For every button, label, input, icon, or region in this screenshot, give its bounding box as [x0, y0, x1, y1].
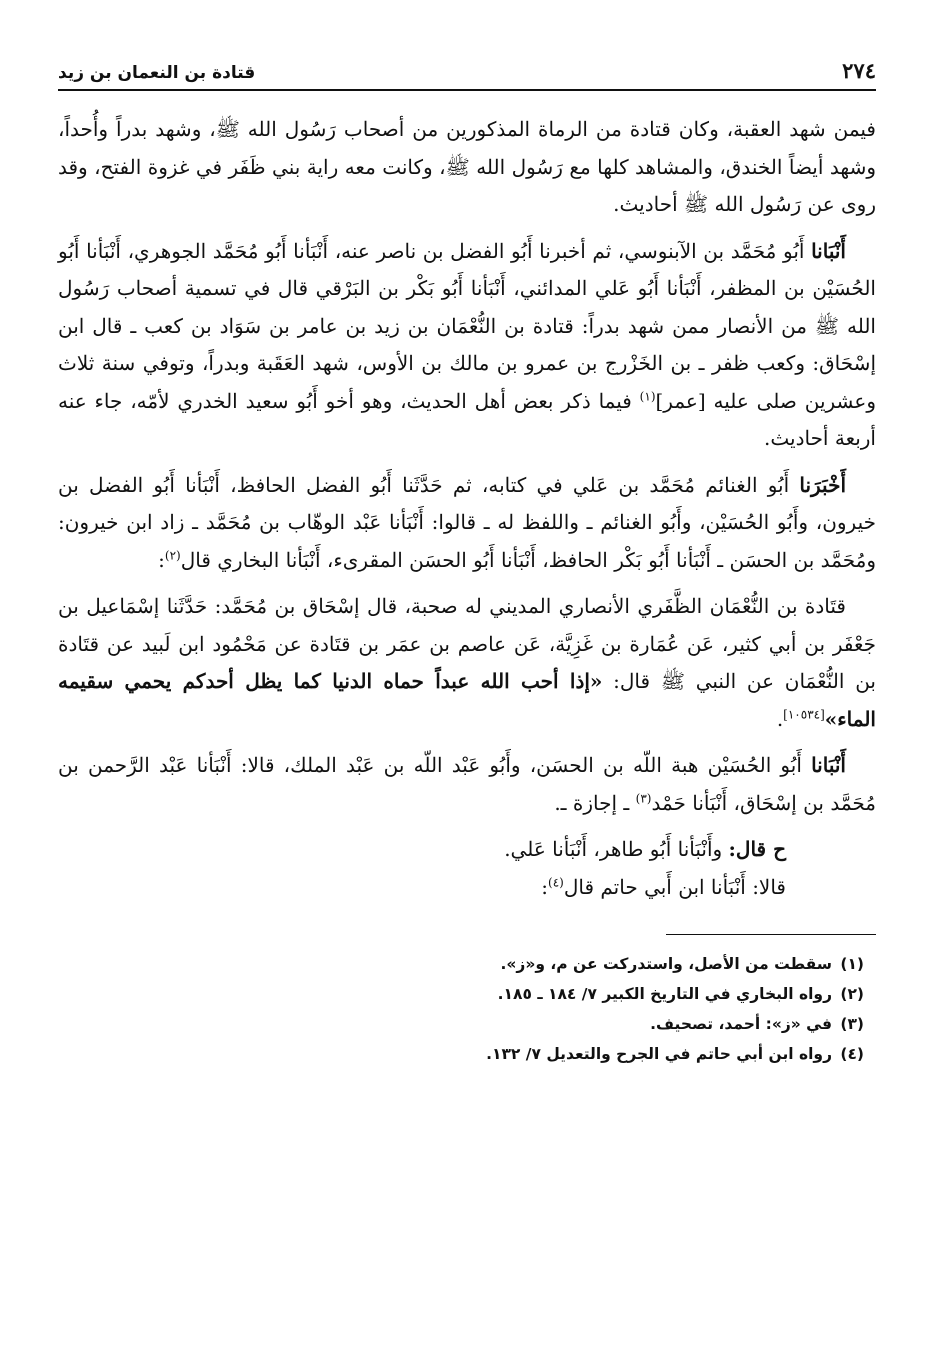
paragraph-2-lead: أَنْبَانا	[811, 238, 846, 263]
footnote-number: (٢)	[840, 985, 864, 1003]
footnote-ref-4: (٤)	[548, 874, 564, 889]
footnote-text: في «ز»: أحمد، تصحيف.	[650, 1015, 832, 1033]
hadith-text: «إذا أحب الله عبداً حماه الدنيا كما يظل أحدكم يحمي سقيمه الماء»	[58, 669, 876, 731]
chain-line-1-text: وأَنْبَأنا أَبُو طاهر، أَنْبَأنا عَلي.	[504, 837, 729, 861]
paragraph-4-text-a: قتَادة بن النُّعْمَان الظَّفَري الأنصاري المديني له صحبة، قال إسْحَاق بن مُحَمَّد: حَدَّثَنا إسْمَاعيل بن جَعْفَر بن أبي كثير، عَن عُمَارة بن غَزِيَّة، عَن عاصم بن عمَر بن قتَادة عن مَحْمُود ابن لَبيد عن قتَادة بن النُّعْمَان عن النبي ﷺ قال:	[58, 594, 876, 693]
footnote-ref-2: (٢)	[164, 547, 181, 562]
paragraph-1-text: فيمن شهد العقبة، وكان قتادة من الرماة المذكورين من أصحاب رَسُول الله ﷺ، وشهد بدراً وأُحداً، وشهد أيضاً الخندق، والمشاهد كلها مع رَسُول الله ﷺ، وكانت معه راية بني ظَفَر في غزوة الفتح، وقد روى عن رَسُول الله ﷺ أحاديث.	[58, 117, 876, 216]
paragraph-4	[58, 588, 876, 738]
footnote-ref-1: (١)	[639, 388, 656, 403]
footnote-number: (١)	[840, 955, 864, 973]
footnote-text: رواه البخاري في التاريخ الكبير ٧/ ١٨٤ ـ ١٨٥.	[497, 985, 832, 1003]
chain-line-1	[58, 831, 786, 869]
footnote-divider	[666, 934, 876, 935]
chain-line-2	[58, 869, 786, 907]
paragraph-3-lead: أَخْبَرَنا	[799, 472, 846, 497]
running-title: قتادة بن النعمان بن زيد	[58, 63, 256, 83]
footnote-text: سقطت من الأصل، واستدركت عن م، و«ز».	[500, 955, 832, 973]
page-number: ٢٧٤	[842, 58, 876, 83]
hadith-number: [١٠٥٣٤]	[783, 706, 825, 721]
paragraph-5-lead: أَنْبَانا	[811, 753, 846, 777]
paragraph-3-text-a: أَبُو الغنائم مُحَمَّد بن عَلي في كتابه، ثم حَدَّثَنا أَبُو الفضل الحافظ، أَنْبَأنا أَبُو الفضل بن خيرون، وأَبُو الحُسَيْن، وأَبُو الغنائم ـ واللفظ له ـ قالوا: أَنْبَأنا عَبْد الوهّاب بن مُحَمَّد ـ زاد ابن خيرون: ومُحَمَّد بن الحسَن ـ أَنْبَأنا أَبُو بَكْر الحافظ، أَنْبَأنا أَبُو الحسَن المقرىء، أَنْبَأنا البخاري قال	[58, 472, 876, 572]
footnote-1	[58, 949, 864, 979]
footnotes	[58, 949, 876, 1069]
paragraph-5-text-b: ـ إجازة ـ.	[554, 790, 636, 815]
paragraph-3-text-b: :	[158, 547, 165, 572]
footnote-4	[58, 1039, 864, 1069]
paragraph-2	[58, 233, 876, 458]
chain-line-2-end: :	[541, 874, 548, 899]
footnote-2	[58, 979, 864, 1009]
paragraph-5	[58, 747, 876, 822]
chain-line-1-lead: ح قال:	[728, 837, 786, 861]
document-page	[58, 58, 876, 1069]
footnote-ref-3: (٣)	[635, 790, 652, 805]
paragraph-5-text-a: أَبُو الحُسَيْن هبة اللّه بن الحسَن، وأَبُو عَبْد اللّه بن عَبْد الملك، قالا: أَنْبَأنا عَبْد الرَّحمن بن مُحَمَّد بن إسْحَاق، أَنْبَأنا حَمْد	[58, 753, 876, 815]
footnote-number: (٤)	[840, 1045, 864, 1063]
page-header	[58, 58, 876, 91]
paragraph-2-text-a: أَبُو مُحَمَّد بن الآبنوسي، ثم أخبرنا أَبُو الفضل بن ناصر عنه، أَنْبَأنا أَبُو مُحَمَّد الجوهري، أَنْبَأنا أَبُو الحُسَيْن بن المظفر، أَنْبَأنا أَبُو عَلي المدائني، أَنْبَأنا أَبُو بَكْر بن البَرْقي قال في تسمية أصحاب رَسُول الله ﷺ من الأنصار ممن شهد بدراً: قتادة بن النُّعْمَان بن زيد بن عامر بن سَوَاد بن كعب ـ قال ابن إسْحَاق: وكعب ظفر ـ بن الخَزْرج بن عمرو بن مالك بن الأوس، شهد العَقَبة وبدراً، وتوفي سنة ثلاث وعشرين صلى عليه [عمر]	[58, 238, 876, 413]
chain-line-2-text: قالا: أَنْبَأنا ابن أَبي حاتم قال	[563, 874, 786, 899]
paragraph-2-text-b: فيما ذكر بعض أهل الحديث، وهو أخو أَبُو سعيد الخدري لأمّه، جاء عنه أربعة أحاديث.	[58, 388, 876, 450]
paragraph-4-text-b: .	[776, 706, 784, 731]
paragraph-3	[58, 467, 876, 580]
footnote-number: (٣)	[840, 1015, 864, 1033]
footnote-text: رواه ابن أبي حاتم في الجرح والتعديل ٧/ ١٣٢.	[486, 1045, 832, 1063]
paragraph-1	[58, 111, 876, 224]
footnote-3	[58, 1009, 864, 1039]
